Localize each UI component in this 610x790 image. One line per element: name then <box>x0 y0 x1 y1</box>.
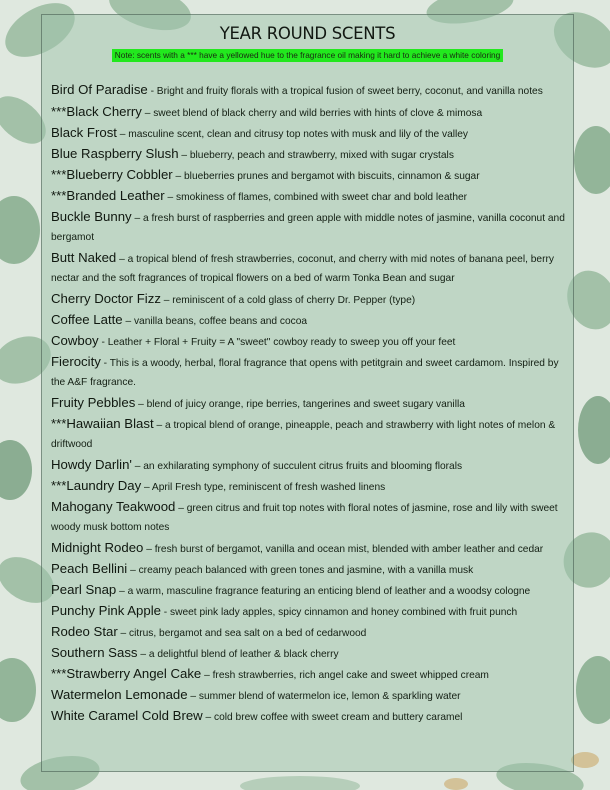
scent-name: Rodeo Star <box>51 623 118 639</box>
scent-description: – a tropical blend of orange, pineapple, peach and strawberry with light notes of melon & driftwood <box>51 419 556 450</box>
scent-name: Mahogany Teakwood <box>51 498 176 514</box>
scent-name: Punchy Pink Apple <box>51 602 161 618</box>
scent-description: – a fresh burst of raspberries and green apple with middle notes of jasmine, vanilla coconut and bergamot <box>51 212 565 243</box>
scent-name: ***Strawberry Angel Cake <box>51 665 202 681</box>
scent-name: Fierocity <box>51 353 101 369</box>
scent-description: – citrus, bergamot and sea salt on a bed of cedarwood <box>117 627 367 639</box>
scent-entry <box>51 331 571 352</box>
scent-name: Cherry Doctor Fizz <box>51 290 161 306</box>
scent-entry <box>51 144 571 165</box>
scent-description: - Leather + Floral + Fruity = A "sweet" cowboy ready to sweep you off your feet <box>98 336 456 348</box>
scent-entry <box>51 248 571 289</box>
scent-description: – vanilla beans, coffee beans and cocoa <box>122 315 308 327</box>
scent-name: Coffee Latte <box>51 311 123 327</box>
scent-description: – blueberry, peach and strawberry, mixed with sugar crystals <box>178 149 454 161</box>
scent-entry <box>51 165 571 186</box>
scent-entry <box>51 455 571 476</box>
scent-entry <box>51 102 571 123</box>
scent-description: – cold brew coffee with sweet cream and buttery caramel <box>202 711 463 723</box>
scent-name: Butt Naked <box>51 249 117 265</box>
scent-name: Black Frost <box>51 124 117 140</box>
scent-entry <box>51 393 571 414</box>
scent-entry <box>51 622 571 643</box>
scent-entry <box>51 559 571 580</box>
scent-description: – an exhilarating symphony of succulent citrus fruits and blooming florals <box>131 460 463 472</box>
scent-name: ***Black Cherry <box>51 103 142 119</box>
scent-description: – blueberries prunes and bergamot with biscuits, cinnamon & sugar <box>172 170 480 182</box>
note-banner <box>41 45 574 63</box>
scent-description: – blend of juicy orange, ripe berries, tangerines and sweet sugary vanilla <box>135 398 465 410</box>
scent-entry <box>51 186 571 207</box>
scent-entry <box>51 414 571 455</box>
scent-description: – smokiness of flames, combined with sweet char and bold leather <box>164 191 468 203</box>
scent-description: – masculine scent, clean and citrusy top notes with musk and lily of the valley <box>116 128 469 140</box>
scent-entry <box>51 580 571 601</box>
scent-name: Fruity Pebbles <box>51 394 136 410</box>
scent-description: – green citrus and fruit top notes with floral notes of jasmine, rose and lily with sweet woody musk bottom notes <box>51 502 558 533</box>
page-title: YEAR ROUND SCENTS <box>219 24 396 43</box>
scent-name: ***Hawaiian Blast <box>51 415 154 431</box>
scent-name: Cowboy <box>51 332 99 348</box>
scent-name: Peach Bellini <box>51 560 128 576</box>
scent-name: Southern Sass <box>51 644 138 660</box>
scent-name: Bird Of Paradise <box>51 82 148 97</box>
scent-entry <box>51 352 571 393</box>
scent-name: ***Laundry Day <box>51 477 142 493</box>
scent-description: – fresh burst of bergamot, vanilla and ocean mist, blended with amber leather and cedar <box>143 543 544 555</box>
highlighted-note: Note: scents with a *** have a yellowed hue to the fragrance oil making it hard to achieve a white coloring <box>112 49 504 62</box>
scent-description: – reminiscent of a cold glass of cherry Dr. Pepper (type) <box>160 294 416 306</box>
scent-entry <box>51 123 571 144</box>
scent-entry <box>51 643 571 664</box>
scent-entry <box>51 289 571 310</box>
scent-description: - This is a woody, herbal, floral fragrance that opens with petitgrain and sweet cardamom. Inspired by the A&F fragrance. <box>51 357 559 388</box>
scent-description: – a tropical blend of fresh strawberries, coconut, and cherry with mid notes of banana peel, berry nectar and the soft fragrances of tropical flowers on a bed of warm Tonka Bean and sugar <box>51 253 554 284</box>
scent-description: – a warm, masculine fragrance featuring an enticing blend of leather and a woodsy cologne <box>116 585 531 597</box>
scent-entry <box>51 706 571 727</box>
scent-list <box>51 80 571 727</box>
scent-entry <box>51 476 571 497</box>
scent-entry <box>51 538 571 559</box>
scent-name: ***Blueberry Cobbler <box>51 166 173 182</box>
scent-name: Buckle Bunny <box>51 208 132 224</box>
scent-description: – creamy peach balanced with green tones and jasmine, with a vanilla musk <box>127 564 474 576</box>
scent-name: Watermelon Lemonade <box>51 686 188 702</box>
scent-name: Pearl Snap <box>51 581 117 597</box>
scent-description: – a delightful blend of leather & black cherry <box>137 648 339 660</box>
scent-entry <box>51 497 571 538</box>
scent-entry <box>51 664 571 685</box>
scent-entry <box>51 601 571 622</box>
scent-description: - Bright and fruity florals with a tropical fusion of sweet berry, coconut, and vanilla notes <box>147 86 543 97</box>
scent-description: – sweet blend of black cherry and wild berries with hints of clove & mimosa <box>141 107 483 119</box>
scent-name: ***Branded Leather <box>51 187 165 203</box>
scent-description: – fresh strawberries, rich angel cake and sweet whipped cream <box>201 669 489 681</box>
scent-entry <box>51 80 571 102</box>
scent-description: – summer blend of watermelon ice, lemon & sparkling water <box>187 690 461 702</box>
scent-name: Midnight Rodeo <box>51 539 144 555</box>
scent-name: Blue Raspberry Slush <box>51 145 179 161</box>
scent-description: - sweet pink lady apples, spicy cinnamon and honey combined with fruit punch <box>160 606 518 618</box>
scent-entry <box>51 310 571 331</box>
scent-entry <box>51 207 571 248</box>
scent-description: – April Fresh type, reminiscent of fresh washed linens <box>141 481 386 493</box>
scent-entry <box>51 685 571 706</box>
scent-name: White Caramel Cold Brew <box>51 707 203 723</box>
scent-name: Howdy Darlin' <box>51 456 132 472</box>
